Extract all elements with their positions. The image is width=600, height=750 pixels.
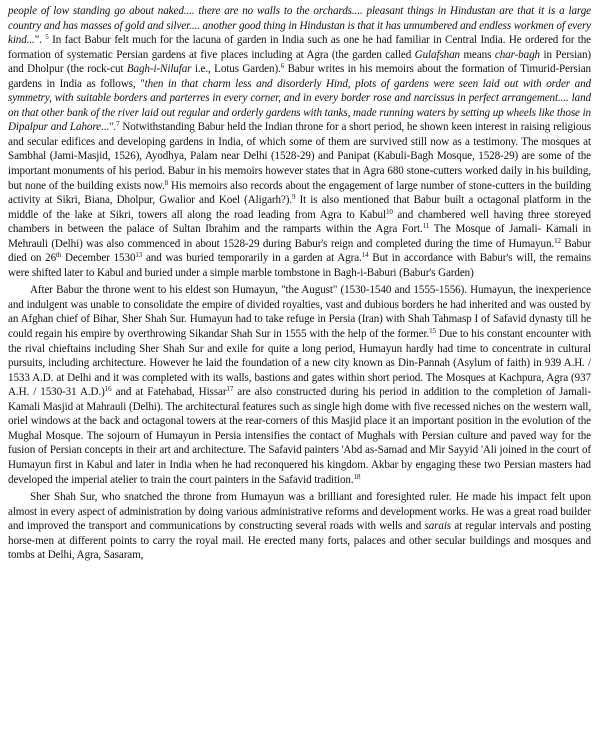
footnote-ref: 12 [554,236,561,245]
footnote-ref: 10 [385,207,393,216]
body-text: and was buried temporarily in a garden at Agra. [142,252,362,265]
footnote-ref: 6 [280,62,285,71]
body-text: at regular intervals and posting horse-men at different points to carry the royal mail. He erected many forts, palaces and other secular buildings and mosques and tombs at Delhi, Agra, Sasaram, [8,520,592,562]
paragraph-sher-shah-sur [8,490,591,563]
footnote-ref: 8 [164,178,169,187]
body-text: In fact Babur felt much for the lacuna of garden in India such as one he had familiar in Central India. He ordered for the formation of systematic Persian gardens at five places including at Agra (the garden called [8,34,591,61]
italic-text: then in that charm less and disorderly Hind, plots of gardens were seen laid out with order and symmetry, with suitable borders and parterres in every corner, and in every border rose and narcissus in perfect arrangement.... land on that other bank of the river laid out regular and orderly gardens with tanks, made running waters by setting up wheels like those in Dipalpur and Lahore [8,77,591,134]
body-text: in Persian) and Dholpur (the rock-cut [8,48,591,76]
italic-text: Bagh-i-Nilufar [126,63,192,76]
footnote-ref: 17 [226,385,234,394]
body-text: are also constructed during his period in addition to the completion of Jamali-Kamali Masjid at Mahrauli (Delhi). The architectural features such as single high dome with five recessed niches on the western wall, oriel windows at the back and octagonal towers at the rear-corners of this Masjid place it an important position in the evolution of the Mughal Mosque. The sojourn of Humayun in Persia intensifies the contact of Mughals with Persian culture and paved way for the fusion of Persian concepts in their art and architecture. The Safavid painters 'Abd as-Samad and Mir Sayyid 'Ali joined in the court of Humayun first in Kabul and later in India when he had reconquered his kingdom. Akbar by engaging these two Persian masters had developed the imperial atelier to train the court painters in the Safavid tradition. [8,386,591,486]
footnote-ref: 11 [422,222,430,231]
body-text: ...". [100,121,117,134]
body-text: ". [34,34,46,47]
footnote-ref: th [56,251,62,260]
footnote-ref: 14 [361,251,369,260]
body-text: and chambered well having three storeyed chambers in between the palace of Sultan Ibrahim and the ramparts within the Agra Fort. [8,208,591,236]
body-text: The Mosque of Jamali- Kamali in Mehrauli (Delhi) was also commenced in about 1528-29 during Babur's reign and completed during the time of Humayun. [8,223,591,250]
body-text: But in accordance with Babur's will, the remains were shifted later to Kabul and buried under a simple marble tombstone in Bagh-i-Baburi (Babur's Garden) [8,252,591,279]
italic-text: people of low standing go about naked.... there are no walls to the orchards.... pleasant things in Hindustan are that it is a large country and has masses of gold and silver.... another good thing in Hindustan is that it has unnumbered and endless workmen of every kind... [8,5,591,47]
body-text: December 1530 [61,252,136,265]
body-text: After Babur the throne went to his eldest son Humayun, "the August" (1530-1540 and 1555-1556). Humayun, the inexperience and indulgent was unable to consolidate the empire of divided royalties, vast and dubious borders he had inherited and was ousted by an Afghan chief of Bihar, Sher Shah Sur. Humayun had to take refuge in Persia (Iran) with Shah Tahmasp I of Safavid dynasty till he could regain his empire by overthrowing Sikandar Shah Sur in 1555 with the help of the former. [8,284,591,341]
footnote-ref: 15 [429,327,436,336]
footnote-ref: 9 [292,193,296,202]
body-text: i.e., Lotus Garden). [191,63,281,76]
paragraph-humayun-reign [8,283,591,487]
body-text: Sher Shah Sur, who snatched the throne from Humayun was a brilliant and foresighted ruler. He made his impact felt upon almost in every aspect of administration by doing various administrative reforms and development works. He was a great road builder and improved the transport and communications by constructing several roads with wells and [8,491,591,533]
body-text: means [460,48,495,61]
body-text: Due to his constant encounter with the rival chieftains including Sher Shah Sur and exile for quite a long period, Humayun hardly had time to concentrate in cultural pursuits, including architecture. However he laid the foundation of a new city known as Din-Pannah (Asylum of faith) in 939 A.H. / 1533 A.D. at Delhi and it was completed with its walls, bastions and gates within short period. The Mosques at Kachpura, Agra (937 A.H. / 1530-31 A.D.) [8,328,591,399]
body-text: It is also mentioned that Babur built a octagonal platform in the middle of the lake at Sikri, towers all along the road leading from Agra to Kabul [8,194,591,221]
body-text: Babur died on 26 [8,237,591,265]
body-text: His memoirs also records about the engagement of large number of stone-cutters in the building activity at Sikri, Biana, Dholpur, Gwalior and Koel (Aligarh?). [8,179,591,207]
body-text: and at Fatehabad, Hissar [111,386,227,399]
footnote-ref: 16 [104,385,112,394]
italic-text: Gulafshan [414,48,460,61]
body-text: Notwithstanding Babur held the Indian throne for a short period, he shown keen interest in raising religious and secular edifices and developing gardens in India, of which some of them are survived still now as a testimony. The mosques at Sambhal (Jami-Masjid, 1526), Ayodhya, Palam near Delhi (1528-29) and Panipat (Kabuli-Bagh Mosque, 1528-29) are some of the important monuments of his period. Babur in his memoirs however states that in Agra 680 stone-cutters worked daily in his building, but none of the building exists now. [8,121,591,192]
footnote-ref: 5 [45,33,49,42]
italic-text: sarais [424,520,452,533]
footnote-ref: 7 [116,120,120,129]
paragraph-babur-gardens-and-buildings [8,4,591,280]
footnote-ref: 13 [135,251,143,260]
footnote-ref: 18 [353,472,361,481]
italic-text: char-bagh [494,48,540,61]
body-text: Babur writes in his memoirs about the formation of Timurid-Persian gardens in India as follows, " [8,63,591,90]
